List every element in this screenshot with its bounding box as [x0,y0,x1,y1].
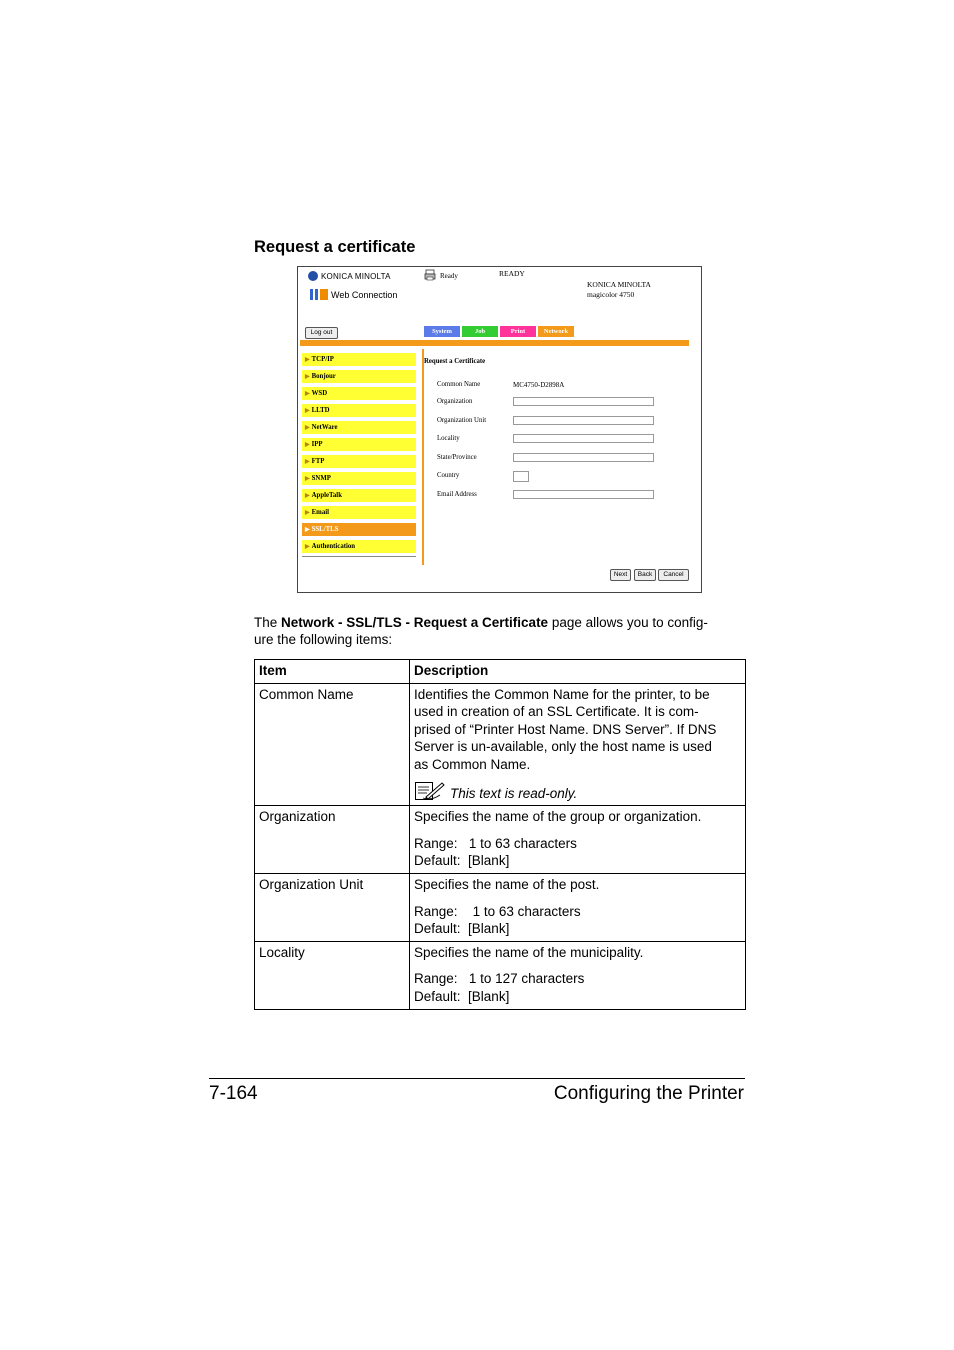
arrow-right-icon: ▶ [305,374,310,380]
sidebar-item-ftp[interactable] [302,455,416,468]
locality-input[interactable] [513,434,654,443]
description-line: as Common Name. [414,756,531,772]
arrow-right-icon: ▶ [305,425,310,431]
description-cell [410,873,746,941]
description-text: Specifies the name of the group or organization. [414,809,702,825]
default-label: Default: [414,988,461,1004]
sidebar-item-ssl-tls[interactable] [302,523,416,536]
pagescope-logo-icon [310,289,328,300]
description-text: Specifies the name of the post. [414,876,600,892]
range-value: 1 to 127 characters [468,971,585,987]
common-name-value: MC4750-D2898A [513,381,565,389]
intro-paragraph [254,614,744,648]
web-connection-screenshot [297,266,702,593]
organization-unit-input[interactable] [513,416,654,425]
cancel-button[interactable]: Cancel [658,569,689,581]
table-row [255,806,746,874]
intro-suffix: page allows you to config- [548,615,708,630]
arrow-right-icon: ▶ [305,442,310,448]
description-cell [410,941,746,1009]
description-line: used in creation of an SSL Certificate. It is com- [414,704,699,720]
note [414,780,740,803]
description-line: prised of “Printer Host Name. DNS Server”. If DNS [414,721,717,737]
sidebar-item-appletalk[interactable] [302,489,416,502]
table-header-row [255,660,746,684]
sidebar-item-label: TCP/IP [311,356,334,363]
arrow-right-icon: ▶ [305,459,310,465]
range-label: Range: [414,903,458,919]
arrow-right-icon: ▶ [305,357,310,363]
country-input[interactable] [513,471,529,482]
sidebar-item-label: SSL/TLS [311,526,339,533]
section-title: Request a certificate [254,238,416,256]
sidebar-item-label: LLTD [311,407,330,414]
sidebar-item-label: Bonjour [311,373,336,380]
next-button[interactable]: Next [610,569,631,581]
note-text: This text is read-only. [450,785,578,801]
range-value: 1 to 63 characters [472,903,581,919]
status-value: READY [499,269,525,278]
logout-button[interactable]: Log out [305,327,338,339]
tab-print[interactable]: Print [500,326,536,337]
field-label-organization: Organization [437,398,473,405]
default-value: [Blank] [468,853,510,869]
arrow-right-icon: ▶ [305,391,310,397]
chapter-title: Configuring the Printer [553,1083,744,1104]
sidebar-item-email[interactable] [302,506,416,519]
tab-system[interactable]: System [424,326,460,337]
note-pencil-icon [414,780,446,802]
sidebar-item-wsd[interactable] [302,387,416,400]
sidebar-item-label: NetWare [311,424,338,431]
app-name: Web Connection [331,290,398,300]
back-button[interactable]: Back [634,569,656,581]
item-cell: Locality [255,941,410,1009]
table-row [255,873,746,941]
default-value: [Blank] [468,988,510,1004]
globe-logo-icon [308,271,318,281]
sidebar-item-label: AppleTalk [311,492,342,499]
range-label: Range: [414,971,458,987]
arrow-right-icon: ▶ [305,408,310,414]
sidebar-item-label: Email [311,509,329,516]
field-label-organization-unit: Organization Unit [437,417,487,424]
field-label-email-address: Email Address [437,491,477,498]
state-province-input[interactable] [513,453,654,462]
sidebar-item-label: SNMP [311,475,331,482]
arrow-right-icon: ▶ [305,544,310,550]
brand-text: KONICA MINOLTA [321,272,391,281]
content-separator [422,349,424,565]
model-brand: KONICA MINOLTA [587,280,651,289]
field-label-country: Country [437,472,460,479]
description-cell [410,806,746,874]
intro-bold-path: Network - SSL/TLS - Request a Certificate [281,615,549,630]
page-number: 7-164 [209,1083,258,1104]
field-label-state-province: State/Province [437,454,477,461]
status-text: Ready [440,272,458,280]
model-name: magicolor 4750 [587,290,635,299]
sidebar-item-snmp[interactable] [302,472,416,485]
header-description: Description [410,660,746,684]
sidebar-item-bonjour[interactable] [302,370,416,383]
email-address-input[interactable] [513,490,654,499]
sidebar-item-authentication[interactable] [302,540,416,553]
intro-prefix: The [254,615,282,630]
footer-rule [209,1078,745,1079]
form-title: Request a Certificate [424,358,486,365]
description-line: Server is un-available, only the host name is used [414,739,712,755]
sidebar-item-ipp[interactable] [302,438,416,451]
organization-input[interactable] [513,397,654,406]
field-label-locality: Locality [437,435,460,442]
sidebar-item-label: FTP [311,458,325,465]
sidebar-item-lltd[interactable] [302,404,416,417]
tab-network[interactable]: Network [538,326,574,337]
arrow-right-icon: ▶ [305,527,310,533]
sidebar-item-label: WSD [311,390,328,397]
range-value: 1 to 63 characters [468,835,577,851]
default-label: Default: [414,921,461,937]
item-cell: Common Name [255,683,410,806]
sidebar-item-netware[interactable] [302,421,416,434]
items-table [254,659,746,1010]
table-row [255,941,746,1009]
item-cell: Organization Unit [255,873,410,941]
default-value: [Blank] [468,921,510,937]
printer-status-icon [424,269,436,281]
range-label: Range: [414,835,458,851]
konica-minolta-logo [308,271,391,281]
header-item: Item [255,660,410,684]
sidebar-item-tcpip[interactable] [302,353,416,366]
tab-job[interactable]: Job [462,326,498,337]
intro-line2: ure the following items: [254,632,393,647]
web-connection-logo [310,289,397,300]
sidebar-item-label: IPP [311,441,323,448]
arrow-right-icon: ▶ [305,493,310,499]
description-line: Identifies the Common Name for the printer, to be [414,686,710,702]
sidebar-item-label: Authentication [311,543,356,550]
field-label-common-name: Common Name [437,381,481,388]
description-cell [410,683,746,806]
sidebar-divider [302,556,416,557]
item-cell: Organization [255,806,410,874]
arrow-right-icon: ▶ [305,510,310,516]
header-divider [300,340,689,346]
default-label: Default: [414,853,461,869]
table-row [255,683,746,806]
arrow-right-icon: ▶ [305,476,310,482]
description-text: Specifies the name of the municipality. [414,944,644,960]
